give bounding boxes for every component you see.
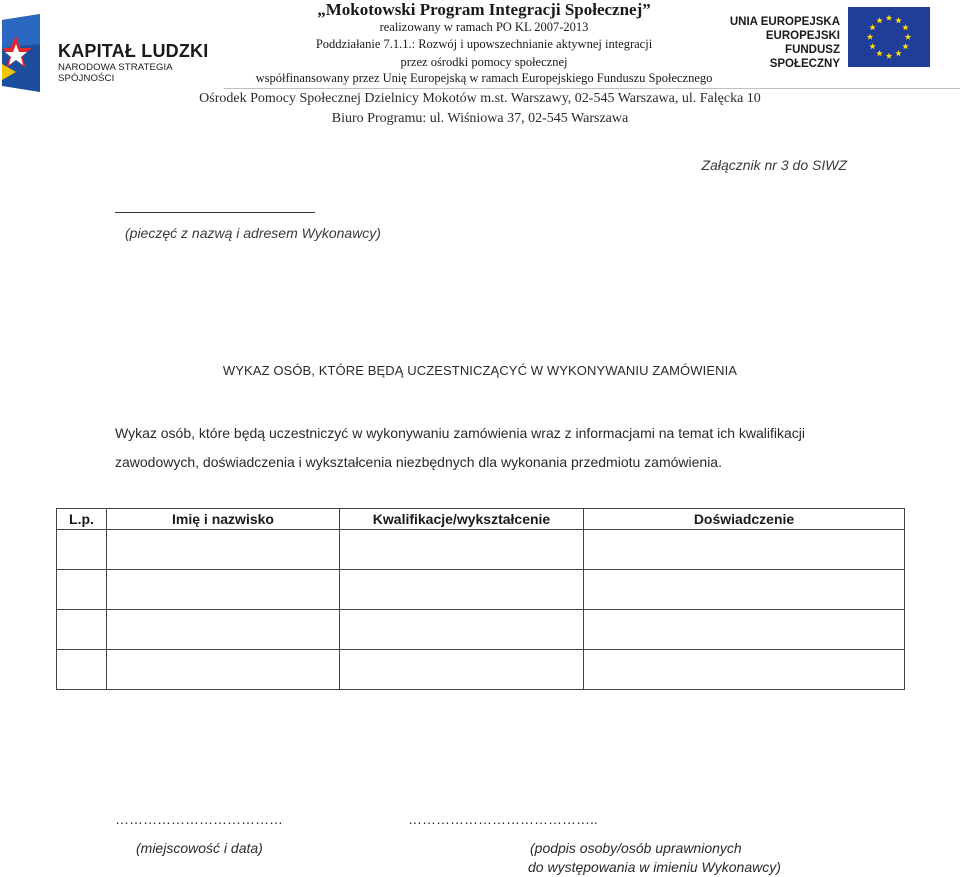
col-header-experience: Doświadczenie <box>584 509 905 530</box>
program-line-3: Poddziałanie 7.1.1.: Rozwój i upowszechnianie aktywnej integracji <box>315 37 653 51</box>
eu-logo-line-3: FUNDUSZ SPOŁECZNY <box>769 44 840 70</box>
kapital-ludzki-emblem-icon <box>2 14 42 94</box>
table-cell[interactable] <box>107 530 340 570</box>
col-header-qualifications: Kwalifikacje/wykształcenie <box>340 509 584 530</box>
signature-caption-line-1: (podpis osoby/osób uprawnionych <box>530 840 742 856</box>
table-header-row <box>57 509 905 530</box>
program-line-4: przez ośrodki pomocy społecznej <box>400 55 568 69</box>
eu-logo-text <box>722 15 840 71</box>
place-date-caption: (miejscowość i data) <box>136 840 263 856</box>
annex-label: Załącznik nr 3 do SIWZ <box>701 157 847 173</box>
table-cell[interactable] <box>57 650 107 690</box>
table-cell[interactable] <box>107 610 340 650</box>
table-cell[interactable] <box>107 570 340 610</box>
program-title: „Mokotowski Program Integracji Społecznej” <box>317 0 651 19</box>
address-line-2: Biuro Programu: ul. Wiśniowa 37, 02-545 Warszawa <box>331 111 629 126</box>
kapital-ludzki-title: KAPITAŁ LUDZKI <box>58 41 209 61</box>
personnel-table <box>56 508 905 690</box>
col-header-lp: L.p. <box>57 509 107 530</box>
table-cell[interactable] <box>584 530 905 570</box>
table-cell[interactable] <box>107 650 340 690</box>
table-cell[interactable] <box>340 650 584 690</box>
signature-line: ………………………………….. <box>408 811 598 827</box>
table-cell[interactable] <box>340 570 584 610</box>
eu-logo-line-1: UNIA EUROPEJSKA <box>729 16 840 28</box>
stamp-signature-line <box>115 212 315 213</box>
eu-flag-icon <box>848 7 930 67</box>
table-cell[interactable] <box>340 610 584 650</box>
document-title: WYKAZ OSÓB, KTÓRE BĘDĄ UCZESTNICZĄCYĆ W WYKONYWANIU ZAMÓWIENIA <box>222 363 738 378</box>
signature-caption-line-2: do występowania w imieniu Wykonawcy) <box>528 859 781 875</box>
address-line-1: Ośrodek Pomocy Społecznej Dzielnicy Mokotów m.st. Warszawy, 02-545 Warszawa, ul. Falęcka 10 <box>199 91 761 106</box>
table-cell[interactable] <box>57 530 107 570</box>
table-row <box>57 650 905 690</box>
table-cell[interactable] <box>584 570 905 610</box>
program-line-5: współfinansowany przez Unię Europejską w ramach Europejskiego Funduszu Społecznego <box>255 71 713 85</box>
table-cell[interactable] <box>340 530 584 570</box>
table-cell[interactable] <box>584 650 905 690</box>
table-row <box>57 530 905 570</box>
table-cell[interactable] <box>57 610 107 650</box>
eu-logo-line-2: EUROPEJSKI <box>765 30 840 42</box>
table-cell[interactable] <box>57 570 107 610</box>
stamp-caption: (pieczęć z nazwą i adresem Wykonawcy) <box>125 225 381 241</box>
kapital-ludzki-logo <box>0 6 222 86</box>
col-header-name: Imię i nazwisko <box>107 509 340 530</box>
kapital-ludzki-subtitle: NARODOWA STRATEGIA SPÓJNOŚCI <box>58 62 173 84</box>
header-divider <box>224 88 960 89</box>
intro-paragraph: Wykaz osób, które będą uczestniczyć w wykonywaniu zamówienia wraz z informacjami na temat ich kwalifikacji zawodowych, doświadczenia i wykształcenia niezbędnych dla wykonania przedmiotu zamówienia. <box>115 425 806 470</box>
table-cell[interactable] <box>584 610 905 650</box>
program-line-2: realizowany w ramach PO KL 2007-2013 <box>379 20 589 34</box>
table-row <box>57 610 905 650</box>
place-date-line: ……………………………… <box>115 811 283 827</box>
table-row <box>57 570 905 610</box>
